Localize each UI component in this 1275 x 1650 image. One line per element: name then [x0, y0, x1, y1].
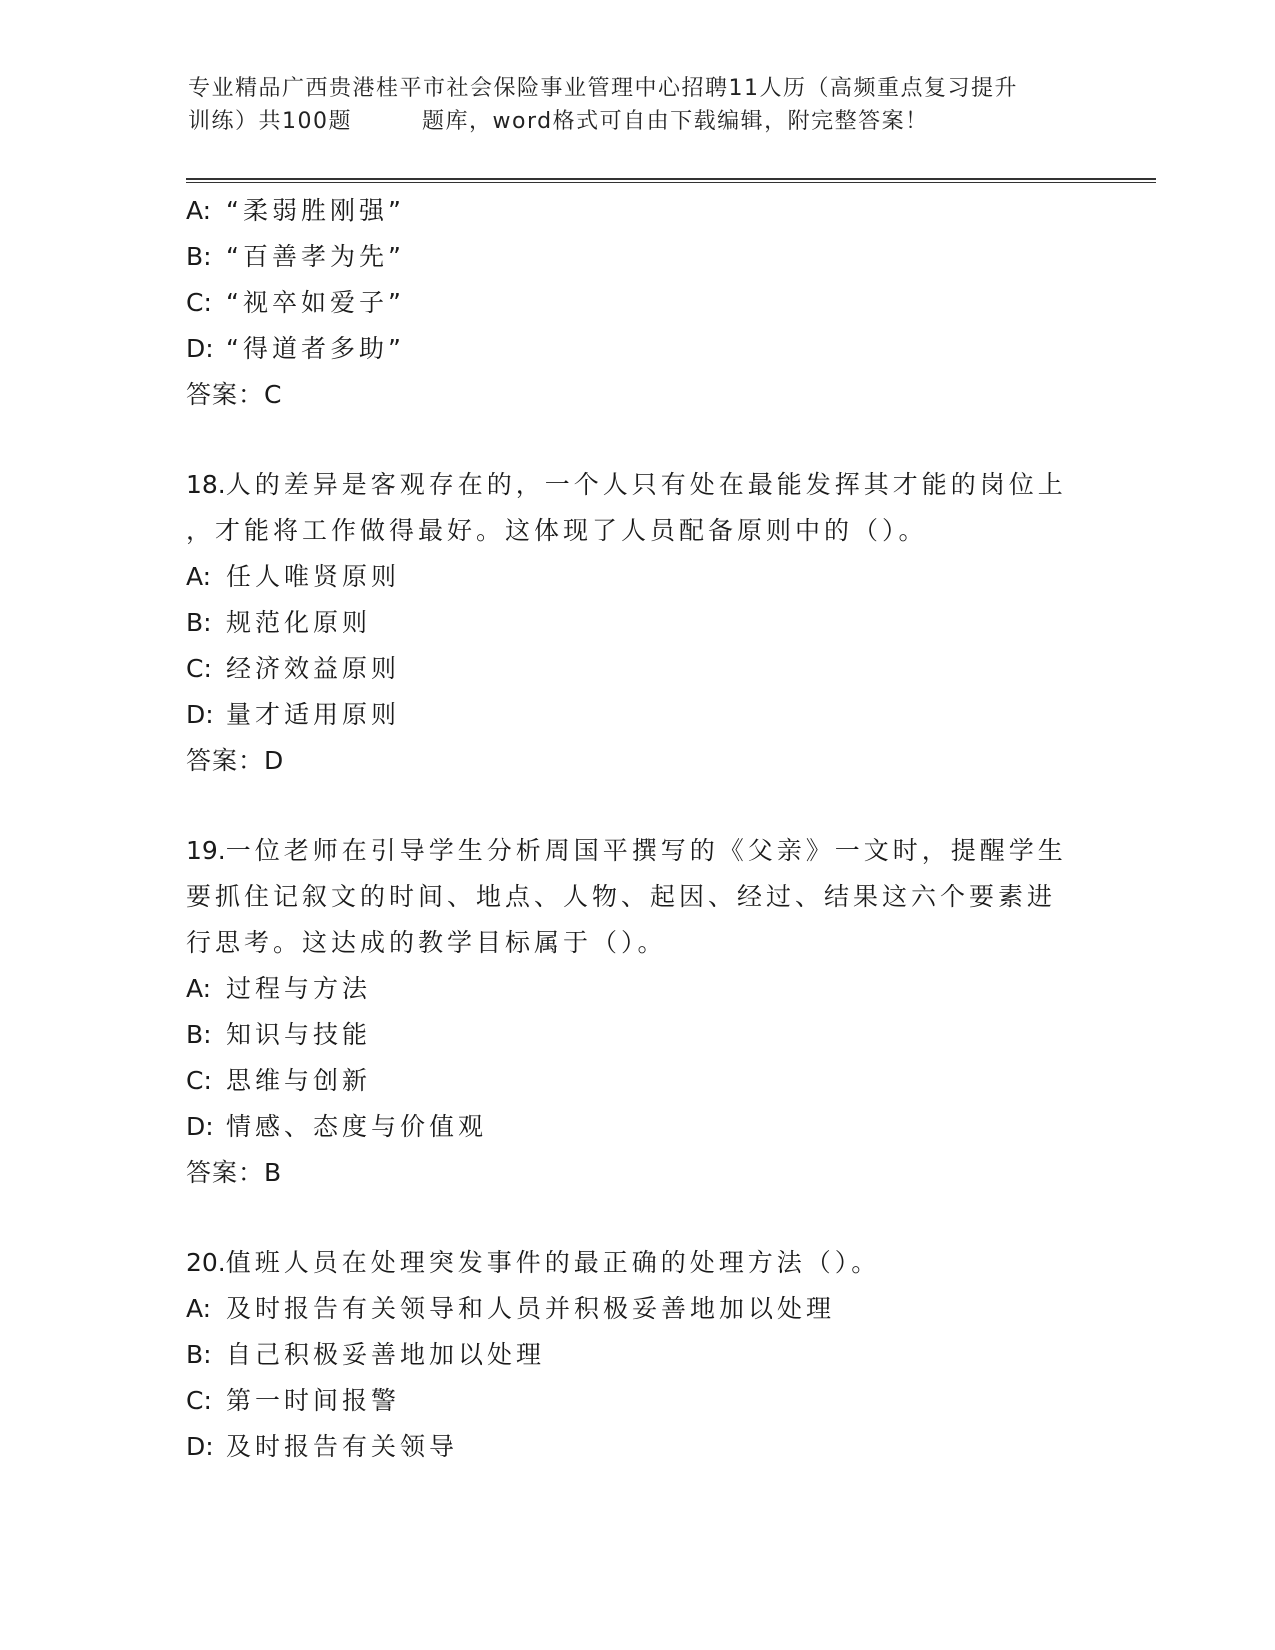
- option-a: [186, 1286, 1086, 1332]
- question-stem-line: ，才能将工作做得最好。这体现了人员配备原则中的（）。: [186, 516, 928, 545]
- option-text: 自己积极妥善地加以处理: [226, 1340, 546, 1369]
- option-d: [186, 692, 1086, 738]
- option-b: [186, 1012, 1086, 1058]
- question-number: 20.: [186, 1248, 226, 1277]
- option-letter: B:: [186, 242, 212, 271]
- option-letter: A:: [186, 1294, 212, 1323]
- question-number: 18.: [186, 470, 226, 499]
- question-17: [186, 188, 1086, 418]
- question-stem-text: 值班人员在处理突发事件的最正确的处理方法（）。: [225, 1248, 881, 1277]
- option-a: [186, 966, 1086, 1012]
- question-20: [186, 1240, 1086, 1470]
- header-line-1: 专业精品广西贵港桂平市社会保险事业管理中心招聘11人历（高频重点复习提升: [188, 76, 1018, 101]
- question-number: 19.: [186, 836, 226, 865]
- option-letter: D:: [186, 334, 214, 363]
- option-letter: B:: [186, 1340, 212, 1369]
- option-text: 任人唯贤原则: [226, 562, 401, 591]
- option-text: 思维与创新: [226, 1066, 372, 1095]
- option-text: “得道者多助”: [226, 334, 405, 363]
- question-stem-line: [186, 1240, 1086, 1286]
- option-text: 及时报告有关领导和人员并积极妥善地加以处理: [226, 1294, 836, 1323]
- option-c: [186, 280, 1086, 326]
- option-letter: D:: [186, 700, 214, 729]
- option-a: [186, 554, 1086, 600]
- option-d: [186, 1104, 1086, 1150]
- option-c: [186, 646, 1086, 692]
- question-stem-text: 人的差异是客观存在的，一个人只有处在最能发挥其才能的岗位上: [225, 470, 1067, 499]
- question-stem-line: [186, 462, 1086, 508]
- option-text: 规范化原则: [226, 608, 372, 637]
- option-letter: C:: [186, 1066, 212, 1095]
- question-stem-line: [186, 828, 1086, 874]
- option-d: [186, 326, 1086, 372]
- option-letter: A:: [186, 562, 212, 591]
- option-text: “柔弱胜刚强”: [226, 196, 405, 225]
- header-line-2: [188, 105, 1078, 138]
- answer-line: 答案：D: [186, 746, 285, 775]
- question-18: [186, 462, 1086, 784]
- option-text: 及时报告有关领导: [226, 1432, 459, 1461]
- question-stem-line: 行思考。这达成的教学目标属于（）。: [186, 928, 667, 957]
- question-content: [186, 188, 1086, 1470]
- option-text: 情感、态度与价值观: [226, 1112, 488, 1141]
- option-letter: C:: [186, 654, 212, 683]
- option-letter: A:: [186, 196, 212, 225]
- option-a: [186, 188, 1086, 234]
- option-letter: A:: [186, 974, 212, 1003]
- option-b: [186, 600, 1086, 646]
- question-stem-line: 要抓住记叙文的时间、地点、人物、起因、经过、结果这六个要素进: [186, 882, 1057, 911]
- option-letter: D:: [186, 1112, 214, 1141]
- page-header: [188, 72, 1078, 138]
- header-line-2-part-a: 训练）共100题: [188, 109, 352, 134]
- option-text: “百善孝为先”: [226, 242, 405, 271]
- option-text: 经济效益原则: [226, 654, 401, 683]
- option-letter: B:: [186, 608, 212, 637]
- option-c: [186, 1058, 1086, 1104]
- option-text: 知识与技能: [226, 1020, 372, 1049]
- question-19: [186, 828, 1086, 1196]
- option-text: 量才适用原则: [226, 700, 401, 729]
- option-c: [186, 1378, 1086, 1424]
- header-rule-thick: [186, 178, 1156, 180]
- option-text: 过程与方法: [226, 974, 372, 1003]
- option-letter: B:: [186, 1020, 212, 1049]
- option-letter: D:: [186, 1432, 214, 1461]
- answer-line: 答案：B: [186, 1158, 283, 1187]
- option-b: [186, 234, 1086, 280]
- option-d: [186, 1424, 1086, 1470]
- header-rule-thin: [186, 182, 1156, 183]
- header-line-2-part-b: 题库，word格式可自由下载编辑，附完整答案！: [422, 109, 929, 134]
- option-text: “视卒如爱子”: [226, 288, 405, 317]
- option-b: [186, 1332, 1086, 1378]
- question-stem-text: 一位老师在引导学生分析周国平撰写的《父亲》一文时，提醒学生: [225, 836, 1067, 865]
- answer-line: 答案：C: [186, 380, 283, 409]
- option-letter: C:: [186, 288, 212, 317]
- option-text: 第一时间报警: [226, 1386, 401, 1415]
- option-letter: C:: [186, 1386, 212, 1415]
